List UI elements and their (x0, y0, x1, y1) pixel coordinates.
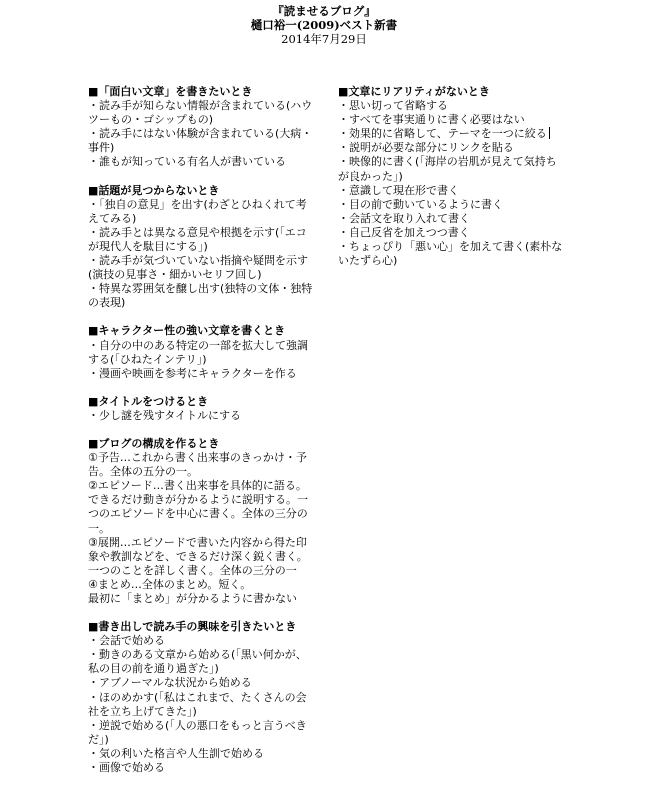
list-item: ・すべてを事実通りに書く必要はない (338, 113, 525, 127)
list-item: ・読み手が気づいていない指摘や疑問を示す(演技の見事さ・細かいセリフ回し) (88, 254, 308, 282)
list-item: ・会話文を取り入れて書く (338, 211, 470, 225)
list-item: ・目の前で動いているように書く (338, 197, 503, 211)
document-date: 2014年7月29日 (281, 32, 367, 46)
list-item: ①予告…これから書く出来事のきっかけ・予告。全体の五分の一。 (88, 451, 307, 479)
section-title: ■ブログの構成を作るとき (88, 436, 220, 450)
section-blog-structure (88, 437, 314, 606)
list-item: ・少し謎を残すタイトルにする (88, 408, 242, 422)
list-item: ・思い切って省略する (338, 99, 448, 113)
list-item: ・画像で始める (88, 761, 165, 775)
list-item: ・読み手が知らない情報が含まれている(ハウツーもの・ゴシップもの) (88, 99, 313, 127)
list-item: ・動きのある文章から始める(「黒い何かが、私の目の前を通り過ぎた」) (88, 648, 307, 676)
text-cursor (549, 127, 550, 139)
section-title: ■「面白い文章」を書きたいとき (88, 85, 253, 98)
book-author: 樋口裕一(2009)ベスト新書 (250, 18, 398, 32)
left-column (88, 85, 314, 789)
list-item: ・ほのめかす(「私はこれまで、たくさんの会社を立ち上げてきた」) (88, 690, 307, 718)
list-item: ・気の利いた格言や人生訓で始める (88, 746, 264, 760)
list-item (338, 127, 564, 141)
section-title: ■話題が見つからないとき (88, 183, 220, 197)
document-header (0, 4, 648, 46)
list-item: ・ちょっぴり「悪い心」を加えて書く(素朴ないたずら心) (338, 240, 563, 268)
section-title: ■書き出しで読み手の興味を引きたいとき (88, 620, 297, 634)
list-item: ・説明が必要な部分にリンクを貼る (338, 141, 514, 155)
section-reality (338, 85, 564, 268)
right-column (338, 85, 564, 282)
list-item: ・読み手とは異なる意見や根拠を示す(「エコが現代人を駄目にする」) (88, 225, 307, 253)
section-no-topic (88, 184, 314, 311)
list-item: ④まとめ…全体のまとめ。短く。 (88, 577, 252, 591)
list-item: ・会話で始める (88, 634, 165, 648)
section-character (88, 324, 314, 380)
list-item: ・特異な雰囲気を醸し出す(独特の文体・独特の表現) (88, 282, 313, 310)
section-interesting-writing (88, 85, 314, 170)
list-item: ・逆説で始める(「人の悪口をもっと言うべきだ」) (88, 718, 307, 746)
section-title: ■タイトルをつけるとき (88, 394, 209, 408)
list-item: ・「独自の意見」を出す(わざとひねくれて考えてみる) (88, 197, 307, 225)
list-item: ・漫画や映画を参考にキャラクターを作る (88, 366, 297, 380)
list-item: ・自分の中のある特定の一部を拡大して強調する(「ひねたインテリ」) (88, 338, 308, 366)
section-title: ■キャラクター性の強い文章を書くとき (88, 324, 286, 338)
list-item-text: ・効果的に省略して、テーマを一つに絞る (338, 127, 547, 141)
section-opening-lines (88, 620, 314, 775)
list-item: ・読み手にはない体験が含まれている(大病・事件) (88, 127, 313, 155)
section-title: ■文章にリアリティがないとき (338, 85, 490, 98)
list-item: ③展開…エピソードで書いた内容から得た印象や教訓などを、できるだけ深く鋭く書く。一つのことを詳しく書く。全体の三分の一 (88, 535, 308, 577)
list-item: ・意識して現在形で書く (338, 183, 459, 197)
list-item: ・映像的に書く(「海岸の岩肌が見えて気持ちが良かった」) (338, 155, 557, 183)
section-title-naming (88, 395, 314, 423)
list-item: ・誰もが知っている有名人が書いている (88, 155, 286, 169)
list-item: 最初に「まとめ」が分かるように書かない (88, 592, 297, 605)
book-title: 『読ませるブログ』 (272, 4, 376, 18)
list-item: ・自己反省を加えつつ書く (338, 225, 470, 239)
list-item: ②エピソード…書く出来事を具体的に語る。できるだけ動きが分かるように説明する。一つのエピソードを中心に書く。全体の三分の一。 (88, 479, 308, 535)
list-item: ・アブノーマルな状況から始める (88, 676, 252, 690)
